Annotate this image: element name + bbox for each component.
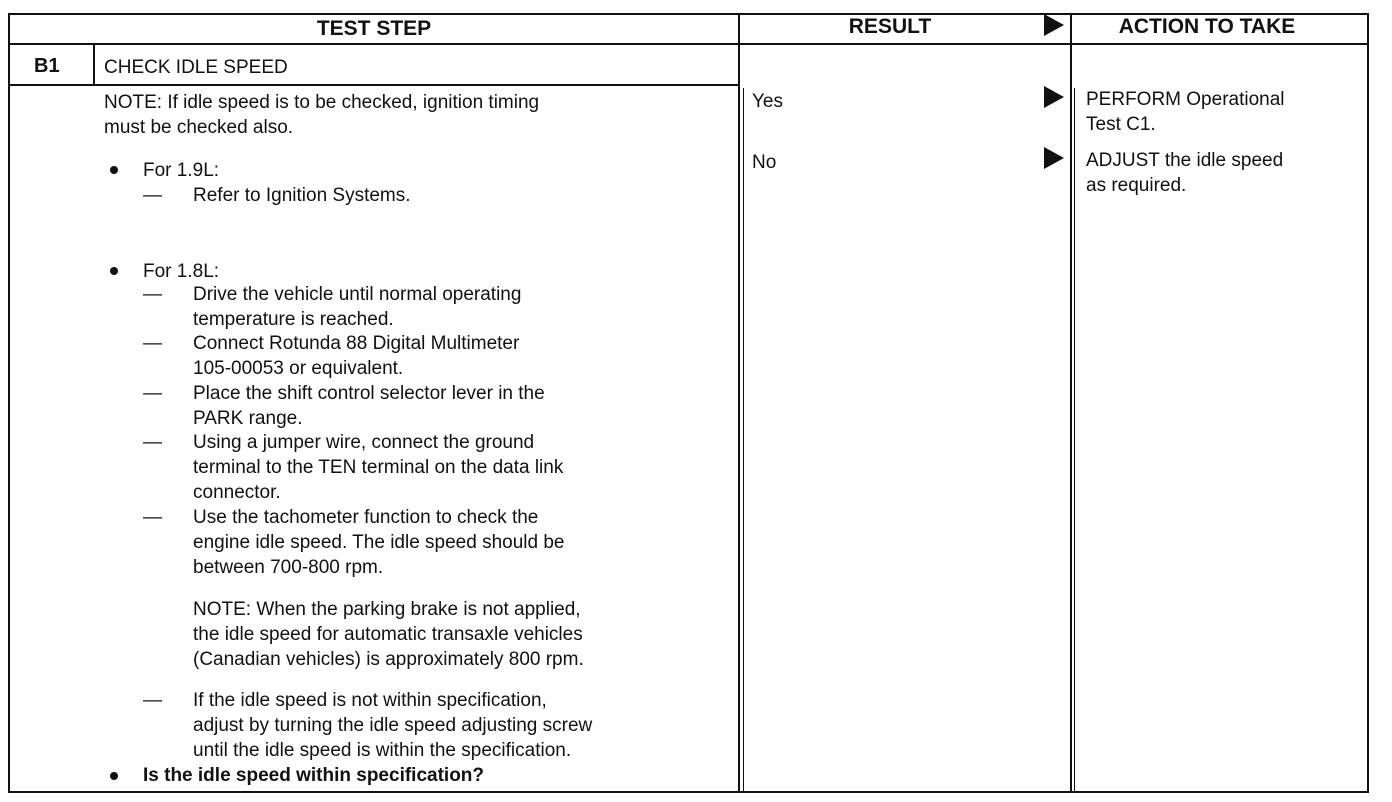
bullet-icon [110, 166, 118, 174]
header-test-step: TEST STEP [316, 17, 432, 40]
substep-line: Using a jumper wire, connect the ground [193, 432, 535, 453]
bullet-icon [110, 267, 118, 275]
substep-line: Place the shift control selector lever in the [193, 383, 545, 404]
header-arrow-icon [1044, 14, 1064, 36]
table-border-right [1367, 13, 1369, 793]
dash-icon: — [143, 383, 162, 404]
substep-line: until the idle speed is within the specification. [193, 740, 572, 761]
action-line: Test C1. [1086, 114, 1156, 135]
substep-line: Refer to Ignition Systems. [193, 185, 411, 206]
table-border-bottom [8, 791, 1369, 793]
header-bottom-rule [8, 43, 1369, 45]
result-yes: Yes [752, 91, 783, 112]
substep-line: Connect Rotunda 88 Digital Multimeter [193, 333, 520, 354]
action-line: PERFORM Operational [1086, 89, 1285, 110]
result-arrow-icon [1044, 86, 1064, 108]
substep-line: PARK range. [193, 408, 303, 429]
substep-line: Use the tachometer function to check the [193, 507, 539, 528]
result-column-divider-left [738, 13, 740, 793]
dash-icon: — [143, 507, 162, 528]
substep-line: between 700-800 rpm. [193, 557, 384, 578]
substep-line: terminal to the TEN terminal on the data link [193, 457, 564, 478]
note-line: (Canadian vehicles) is approximately 800 rpm. [193, 649, 584, 670]
substep-line: If the idle speed is not within specification, [193, 690, 547, 711]
substep-line: 105-00053 or equivalent. [193, 358, 404, 379]
result-arrow-icon [1044, 147, 1064, 169]
action-column-divider-inner [1074, 88, 1075, 793]
note-line: the idle speed for automatic transaxle vehicles [193, 624, 583, 645]
step-title: CHECK IDLE SPEED [104, 57, 288, 78]
result-no: No [752, 152, 777, 173]
dash-icon: — [143, 333, 162, 354]
dash-icon: — [143, 432, 162, 453]
action-line: as required. [1086, 175, 1187, 196]
table-border-left [8, 13, 10, 793]
bullet-heading: For 1.8L: [143, 261, 220, 282]
substep-line: engine idle speed. The idle speed should be [193, 532, 565, 553]
header-action: ACTION TO TAKE [1118, 15, 1296, 38]
step-title-rule [8, 84, 739, 86]
note-line: NOTE: When the parking brake is not applied, [193, 599, 581, 620]
header-result: RESULT [848, 15, 932, 38]
note-line: NOTE: If idle speed is to be checked, ignition timing [104, 92, 540, 113]
dash-icon: — [143, 185, 162, 206]
action-column-divider [1070, 13, 1072, 793]
result-column-divider-inner [743, 88, 744, 793]
dash-icon: — [143, 690, 162, 711]
note-line: must be checked also. [104, 117, 294, 138]
dash-icon: — [143, 284, 162, 305]
substep-line: temperature is reached. [193, 309, 394, 330]
substep-line: connector. [193, 482, 281, 503]
step-question: Is the idle speed within specification? [143, 765, 485, 786]
bullet-icon [110, 772, 118, 780]
bullet-heading: For 1.9L: [143, 160, 220, 181]
substep-line: adjust by turning the idle speed adjusting screw [193, 715, 593, 736]
step-id-divider [93, 43, 95, 86]
substep-line: Drive the vehicle until normal operating [193, 284, 522, 305]
step-id: B1 [34, 55, 60, 77]
action-line: ADJUST the idle speed [1086, 150, 1284, 171]
